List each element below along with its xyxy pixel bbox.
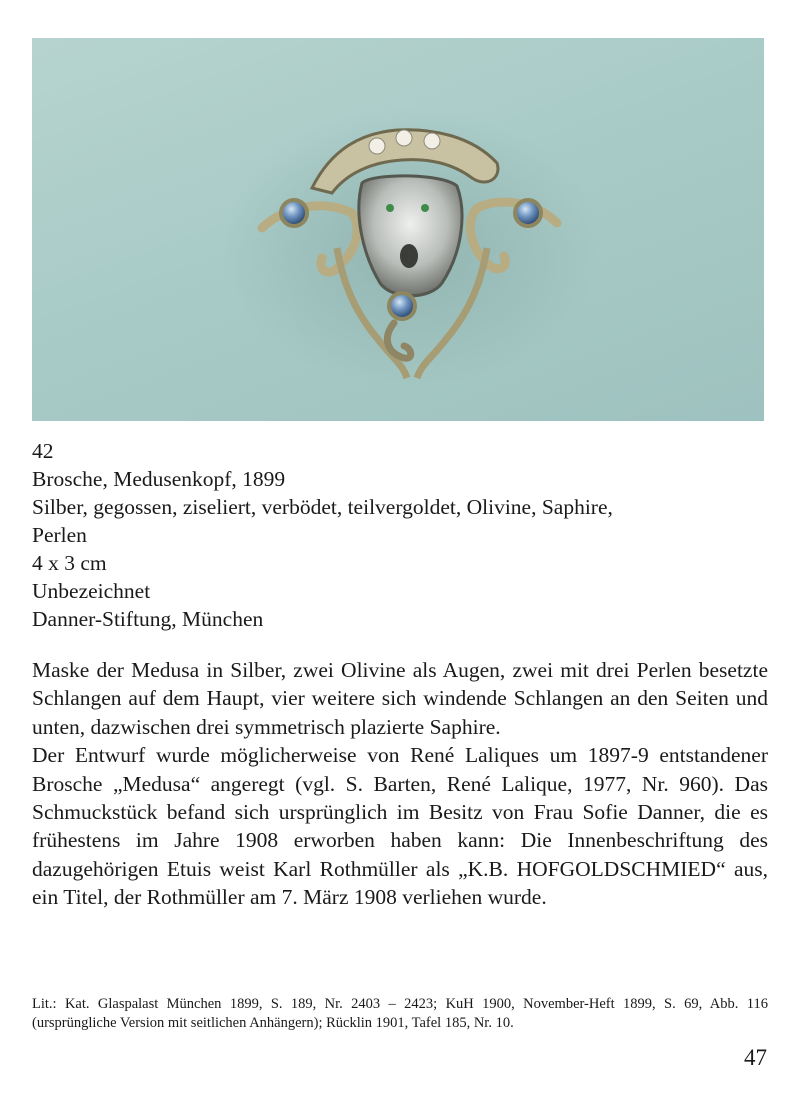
material-line-1: Silber, gegossen, ziseliert, verbödet, teilvergoldet, Olivine, Saphire, — [32, 495, 613, 519]
brooch-photo — [32, 38, 764, 421]
catalog-entry — [32, 437, 772, 633]
object-size: 4 x 3 cm — [32, 551, 107, 575]
material-line-2: Perlen — [32, 523, 87, 547]
object-marking: Unbezeichnet — [32, 579, 151, 603]
description-paragraph-2: Der Entwurf wurde möglicherweise von René Laliques um 1897-9 entstandener Brosche „Medusa“ angeregt (vgl. S. Barten, René Lalique, 1977, Nr. 960). Das Schmuckstück befand sich ursprünglich im Besitz von Frau Sofie Danner, die es frühestens im Jahre 1908 erworben haben kann: Die Innenbeschriftung des dazugehörigen Etuis weist Karl Rothmüller als „K.B. HOFGOLDSCHMIED“ aus, ein Titel, der Rothmüller am 7. März 1908 verliehen wurde. — [32, 743, 768, 910]
literature-references: Lit.: Kat. Glaspalast München 1899, S. 189, Nr. 2403 – 2423; KuH 1900, November-Heft 1899, S. 69, Abb. 116 (ursprüngliche Version mit seitlichen Anhängern); Rücklin 1901, Tafel 185, Nr. 10. — [32, 996, 768, 1031]
description — [32, 656, 768, 912]
object-collection: Danner-Stiftung, München — [32, 607, 264, 631]
object-title: Brosche, Medusenkopf, 1899 — [32, 467, 286, 491]
page-number: 47 — [744, 1045, 767, 1070]
catalog-number: 42 — [32, 439, 54, 463]
medusa-brooch-image — [32, 38, 764, 421]
description-paragraph-1: Maske der Medusa in Silber, zwei Olivine als Augen, zwei mit drei Perlen besetzte Schlangen auf dem Haupt, vier weitere sich windende Schlangen an den Seiten und unten, dazwischen drei symmetrisch plazierte Saphire. — [32, 658, 768, 739]
